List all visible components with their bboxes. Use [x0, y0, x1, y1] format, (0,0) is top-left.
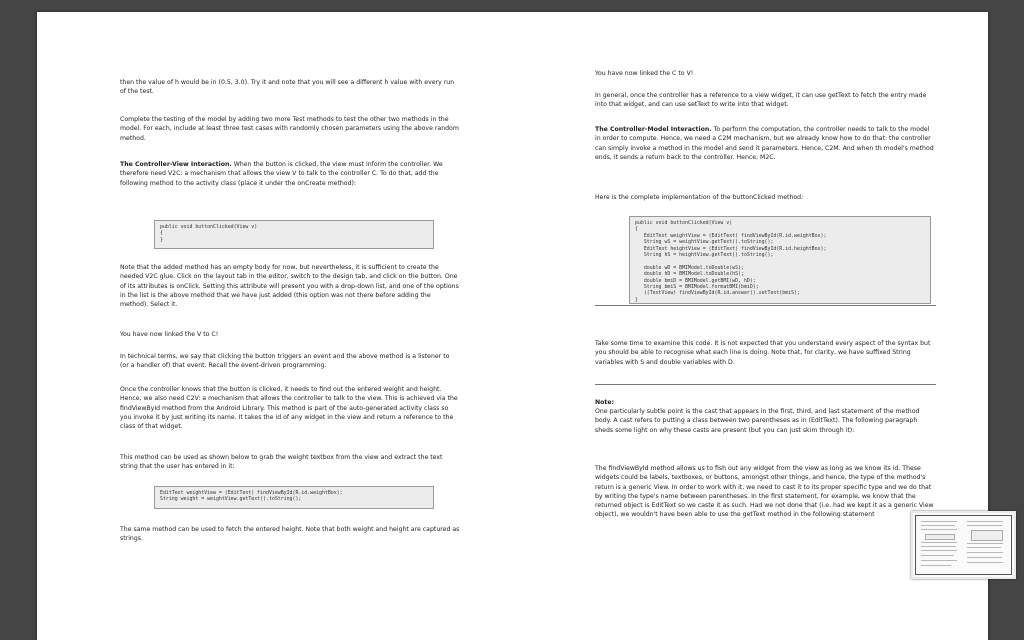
viewport-frame[interactable]: [915, 515, 1012, 575]
paragraph: You have now linked the C to V!: [595, 70, 694, 77]
paragraph: In general, once the controller has a reference to a view widget, it can use getText to fetch the entry made into that widget, and can use setText to write into that widget.: [595, 92, 927, 109]
divider: [595, 384, 936, 385]
divider: [595, 305, 936, 306]
page-thumbnail-navigator[interactable]: [911, 511, 1016, 579]
paragraph: Note that the added method has an empty body for now, but nevertheless, it is sufficient to create the needed V2C glue. Click on the layout tab in the editor, switch to the design tab, and click on the button. One of its attributes is onClick. Setting this attribute will present you with a drop-down list, and one of the options in the list is the above method that we have just added (this option was not there before adding the method). Select it.: [120, 264, 459, 309]
document-page: [37, 12, 988, 640]
paragraph: Take some time to examine this code. It is not expected that you understand every aspect of the syntax but you should be able to recognise what each line is doing. Note that, for clarity, we have suffixed String variables with S and double variables with D.: [595, 340, 931, 366]
paragraph-text: To perform the computation, the controller needs to talk to the model in order to compute. Hence, we need a C2M mechanism, but we already know how to do that: the controller can simply invoke a method in the model and send it parameters. Hence, C2M. And when th model's method ends, it sends a return back to the controller. Hence, M2C.: [595, 126, 934, 161]
code-block: EditText weightView = (EditText) findViewById(R.id.weightBox); String weight = weightView.getText().toString();: [154, 486, 434, 509]
paragraph: This method can be used as shown below to grab the weight textbox from the view and extract the text string that the user has entered in it:: [120, 454, 443, 471]
paragraph: Complete the testing of the model by adding two more Test methods to test the other two methods in the model. For each, include at least three test cases with randomly chosen parameters using the above random method.: [120, 116, 459, 142]
paragraph: You have now linked the V to C!: [120, 331, 219, 338]
paragraph: Here is the complete implementation of the buttonClicked method:: [595, 194, 804, 201]
note-heading: Note:: [595, 399, 615, 406]
section-heading: The Controller-Model Interaction.: [595, 126, 712, 133]
paragraph: [595, 125, 936, 162]
code-block: public void buttonClicked(View v) { EditText weightView = (EditText) findViewById(R.id.weightBox); String wS = weightView.getText().toString(); EditText heightView = (EditText) findViewById(R.id.heightBox); String hS = heightView.getText().toString(); double wD = BMIModel.toDouble(wS); double hD = BMIModel.toDouble(hS); double bmiD = BMIModel.getBMI(wD, hD); String bmiS = BMIModel.formatBMI(bmiD); ((TextView) findViewById(R.id.answer)).setText(bmiS); }: [629, 216, 931, 304]
paragraph: then the value of h would be in (0.5, 3.0). Try it and note that you will see a different h value with every run of the test.: [120, 79, 455, 96]
paragraph: The findViewById method allows us to fish out any widget from the view as long as we know its id. These widgets could be labels, textboxes, or buttons, amongst other things, and hence, the type of the method's return is a generic View. In order to work with it, we need to cast it to its proper specific type and we do that by writing the type's name between parentheses. In the first statement, for example, we know that the returned object is EditText so we caste it as such. Had we not done that (i.e. had we kept it as a generic View object), we wouldn't have been able to use the getText method in the following statement: [595, 465, 934, 519]
paragraph: One particularly subtle point is the cast that appears in the first, third, and last statement of the method body. A cast refers to putting a class between two parentheses as in (EditText). The following paragraph sheds some light on why these casts are present (but you can just skim through it):: [595, 408, 920, 434]
paragraph: In technical terms, we say that clicking the button triggers an event and the above method is a listener to (or a handler of) that event. Recall the event-driven programming.: [120, 353, 450, 370]
paragraph-text: When the button is clicked, the view must inform the controller. We therefore need V2C: a mechanism that allows the view V to talk to the controller C. To do that, add the following method to the activity class (place it under the onCreate method):: [120, 161, 443, 187]
paragraph: The same method can be used to fetch the entered height. Note that both weight and height are captured as strings.: [120, 526, 460, 543]
code-block: public void buttonClicked(View v) { }: [154, 220, 434, 249]
paragraph: [120, 160, 460, 188]
section-heading: The Controller-View Interaction.: [120, 161, 232, 168]
paragraph: Once the controller knows that the button is clicked, it needs to find out the entered weight and height. Hence, we also need C2V: a mechanism that allows the controller to talk to the view. This is achieved via the findViewById method from the Android Library. This method is part of the auto-generated activity class so you invoke it by just writing its name. It takes the id of any widget in the view and return a reference to the class of that widget.: [120, 386, 458, 431]
